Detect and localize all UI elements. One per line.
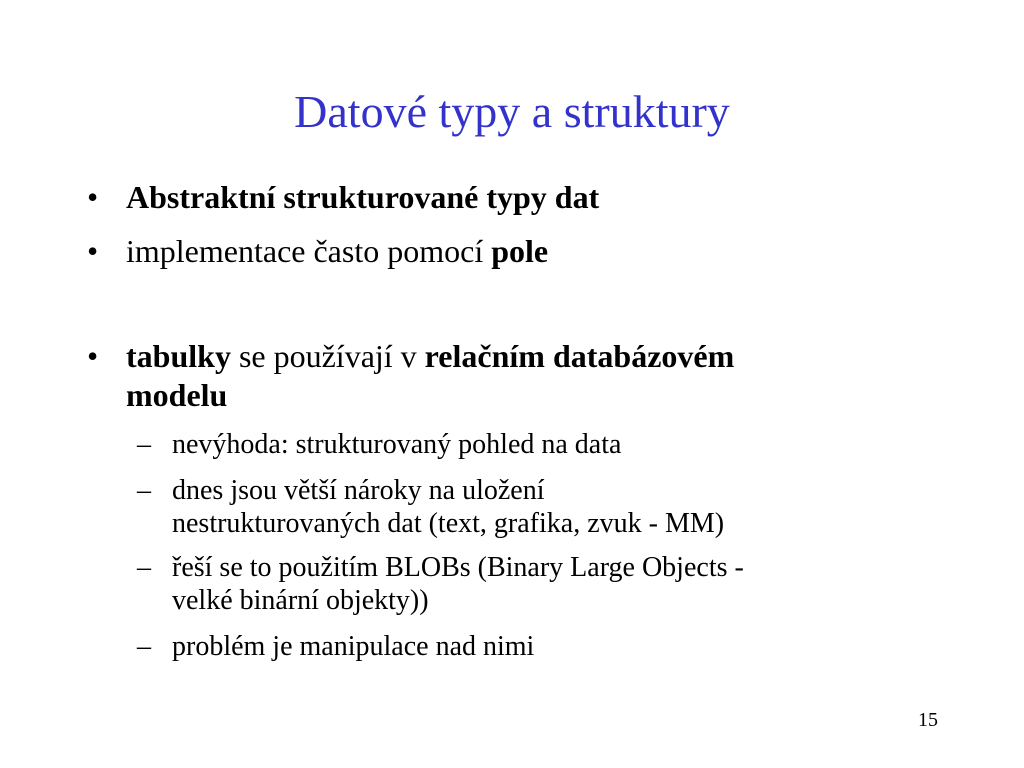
bullet-text xyxy=(126,178,926,217)
bullet-plain-text: se používají v xyxy=(230,338,425,374)
sub-bullet-line: velké binární objekty)) xyxy=(172,585,429,616)
bullet-bold-text: tabulky xyxy=(126,338,231,374)
bullet-mark: • xyxy=(87,338,99,374)
bullet-mark: • xyxy=(87,179,99,215)
bullet-bold-text: modelu xyxy=(126,377,228,413)
sub-bullet-text xyxy=(172,474,952,540)
sub-bullet-mark: – xyxy=(137,552,151,583)
bullet-mark: • xyxy=(87,233,99,269)
sub-bullet-mark: – xyxy=(137,429,151,460)
slide-title: Datové typy a struktury xyxy=(294,86,730,137)
sub-bullet-text: nevýhoda: strukturovaný pohled na data xyxy=(172,429,622,460)
sub-bullet-text xyxy=(172,551,952,617)
sub-bullet-text: problém je manipulace nad nimi xyxy=(172,631,535,662)
bullet-plain-text: implementace často pomocí xyxy=(126,233,492,269)
bullet-bold-text: Abstraktní strukturované typy dat xyxy=(126,179,600,215)
bullet-text xyxy=(126,232,926,271)
bullet-text xyxy=(126,337,926,415)
sub-bullet-line: dnes jsou větší nároky na uložení xyxy=(172,475,545,506)
page-number: 15 xyxy=(918,709,938,731)
bullet-bold-text: relačním databázovém xyxy=(424,338,735,374)
sub-bullet-mark: – xyxy=(137,475,151,506)
sub-bullet-line: nestrukturovaných dat (text, grafika, zvuk - MM) xyxy=(172,508,725,539)
sub-bullet-mark: – xyxy=(137,631,151,662)
bullet-bold-text: pole xyxy=(491,233,549,269)
sub-bullet-line: řeší se to použitím BLOBs (Binary Large Objects - xyxy=(172,552,744,583)
